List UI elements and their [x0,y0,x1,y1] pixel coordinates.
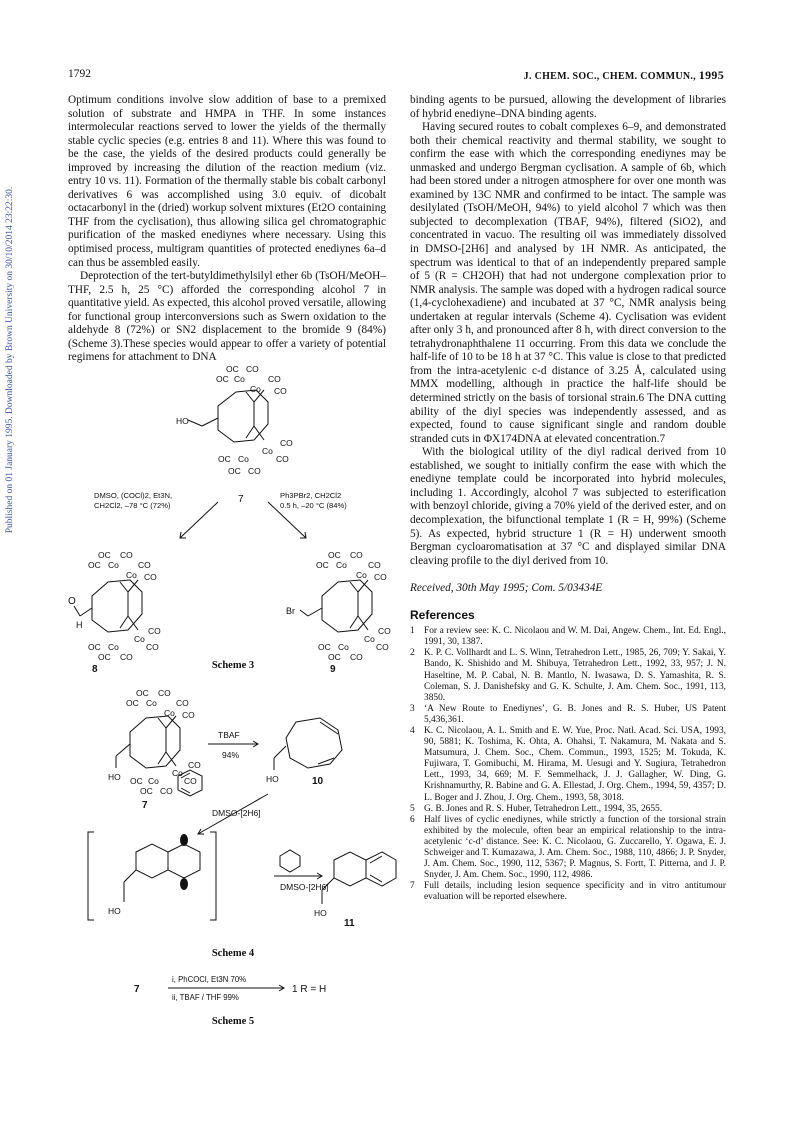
cobalt-label: Co [126,570,137,580]
reference-list [410,626,726,903]
reference-number: 4 [410,725,415,736]
journal-header [524,68,724,83]
ligand-label: OC [328,652,341,662]
ligand-label: OC [130,776,143,786]
scheme-3-caption-row [68,656,398,672]
condition-left-2: CH2Cl2, –78 °C (72%) [94,501,171,510]
ligand-label: CO [148,626,161,636]
reference-text: G. B. Jones and R. S. Huber, Tetrahedron Lett., 1994, 35, 2655. [424,803,663,814]
received-line: Received, 30th May 1995; Com. 5/03434E [410,582,603,595]
ligand-label: OC [228,466,241,476]
reference-text: K. P. C. Vollhardt and L. S. Winn, Tetrahedron Lett., 1985, 26, 709; Y. Sakai, Y. Bando, K. Shishido and M. Shibuya, Tetrahedron Lett., 1992, 33, 957; J. N. Haseltine, M. P. Cabal, N. B. Mantlo, N. Iwasawa, D. S. Yamashita, R. S. Coleman, S. J. Danishefsky and G. K. Schulte, J. Am. Chem. Soc., 1991, 113, 3850. [424,648,726,703]
reference-item [410,726,726,804]
ligand-label: OC [136,688,149,698]
reference-item [410,881,726,903]
ring-8 [92,580,142,632]
reference-number: 3 [410,703,415,714]
arrow-to-8 [180,502,218,538]
ligand-label: CO [176,698,189,708]
ligand-label: CO [276,454,289,464]
step-2-label: ii, TBAF / THF 99% [172,993,239,1002]
reagent-tbaf: TBAF [218,730,240,740]
left-paragraph-2: Deprotection of the tert-butyldimethylsilyl ether 6b (TsOH/MeOH–THF, 2.5 h, 25 °C) afforded the corresponding alcohol 7 in quantitative yield. As expected, this alcohol proved versatile, allowing for functional group interconversions such as Swern oxidation to the aldehyde 8 (72%) or SN2 displacement to the bromide 9 (84%) (Scheme 3).These species would appear to offer a variety of potential regimens for attachment to DNA [68,270,386,364]
hydrogen-label: H [76,620,83,630]
references-heading: References [410,608,475,623]
compound-11-label: 11 [344,918,355,929]
compound-10-label: 10 [312,776,324,787]
ligand-label: CO [120,652,133,662]
condition-right-2: 0.5 h, –20 °C (84%) [280,501,347,510]
compound-7-label: 7 [142,800,148,811]
reference-number: 7 [410,881,415,892]
hydroxyl-label: HO [108,772,121,782]
radical-lobe-top [180,834,188,846]
bromine-label: Br [286,606,295,616]
oxygen-label: O [68,596,76,607]
ligand-label: CO [120,550,133,560]
scheme-3 [68,362,398,674]
ligand-label: OC [88,642,101,652]
right-paragraph-3: With the biological utility of the diyl radical derived from 10 established, we sought to initially confirm the ease with which the enediyne template could be incorporated into hybrid molecules, including 1. Accordingly, alcohol 7 was subjected to esterification with benzoyl chloride, giving a 70% yield of the derived ester, and on decomplexation, the bifunctional template 1 (R = H, 99%) (Scheme 5). As expected, hybrid structure 1 (R = H) underwent smooth Bergman cycloaromatisation at 37 °C and displayed similar DNA cleaving profile to the diyl derived from 10. [410,446,726,567]
cobalt-label: Co [108,560,119,570]
scheme-4-caption: Scheme 4 [211,948,255,959]
reference-item [410,704,726,726]
compound-9-label: 9 [330,664,336,674]
ligand-label: CO [274,386,287,396]
cobalt-label: Co [134,634,145,644]
reference-item [410,815,726,882]
reference-item [410,626,726,648]
ligand-label: OC [88,560,101,570]
solvent-label: DMSO-[2H6] [212,808,261,818]
page-number: 1792 [68,68,91,80]
cobalt-label: Co [234,374,245,384]
ligand-label: CO [188,760,201,770]
reference-number: 6 [410,814,415,825]
ring-10 [286,718,342,768]
ring-9 [322,580,372,632]
cobalt-label: Co [336,560,347,570]
ring-11-a [334,852,366,886]
reference-text: K. C. Nicolaou, A. L. Smith and E. W. Yue, Proc. Natl. Acad. Sci. USA, 1993, 90, 5881; K. Toshima, K. Ohta, A. Ohahsi, T. Nakamura, M. Nakata and S. Matsumura, J. Chem. Soc., Chem. Commun., 1993, 1525; M. Tokuda, K. Fujiwara, T. Gomibuchi, M. Hirama, M. Uesugi and Y. Sugiura, Tetrahedron Lett., 1993, 34, 669; M. F. Semmelhack, J. J. Gallagher, W. Ding, G. Krishnamurthy, R. Babine and G. A. Ellestad, J. Org. Chem., 1994, 59, 4357; D. L. Boger and J. Zhou, J. Org. Chem., 1993, 58, 3018. [424,725,726,803]
ligand-label: CO [374,572,387,582]
cobalt-label: Co [364,634,375,644]
ligand-label: CO [248,466,261,476]
reference-number: 5 [410,803,415,814]
reference-item [410,648,726,703]
reference-text: For a review see: K. C. Nicolaou and W. M. Dai, Angew. Chem., Int. Ed. Engl., 1991, 30, 1387. [424,626,726,648]
condition-left-1: DMSO, (COCl)2, Et3N, [94,491,173,500]
watermark-text: Published on 01 January 1995. Downloaded by Brown University on 30/10/2014 23:22:30. [5,186,15,534]
ligand-label: OC [216,374,229,384]
ligand-label: OC [218,454,231,464]
reference-text: ‘A New Route to Enediynes’, G. B. Jones and R. S. Huber, US Patent 5,436,361. [424,703,726,725]
cobalt-label: Co [338,642,349,652]
hydroxyl-label: HO [176,416,189,426]
cobalt-label: Co [262,446,273,456]
cobalt-label: Co [146,698,157,708]
ligand-label: OC [226,364,239,374]
scheme-3-caption: Scheme 3 [211,660,255,671]
ligand-label: CO [158,688,171,698]
ligand-label: CO [350,550,363,560]
cobalt-label: Co [148,776,159,786]
ligand-label: CO [280,438,293,448]
reference-number: 2 [410,648,415,659]
radical-lobe-bottom [180,878,188,890]
ligand-label: CO [160,786,173,796]
scheme-5 [68,968,398,1038]
ligand-label: OC [328,550,341,560]
journal-name: J. CHEM. SOC., CHEM. COMMUN., [523,71,696,82]
ligand-label: CO [182,710,195,720]
step-1-label: i, PhCOCl, Et3N 70% [172,975,247,984]
diradical-ring-a [136,844,168,878]
reference-number: 1 [410,626,415,637]
cyclohexadiene-reagent-2 [280,850,300,872]
ligand-label: OC [316,560,329,570]
left-paragraph-1: Optimum conditions involve slow addition of base to a premixed solution of substrate and HMPA in THF. In some instances intermolecular reactions served to lower the yields of the thermally stable cyclic species (e.g. entries 8 and 11). Where this was found to be the case, the yields of the desired products could generally be improved by increasing the dilution of the reaction medium (viz. entry 10 vs. 11). Formation of the thermally stable bis cobalt carbonyl derivatives 6 was accomplished using 3.0 equiv. of dicobalt octacarbonyl in the (dried) workup solvent mixtures (Et2O containing THF from the cyclisation), thus allowing silica gel chromatographic purification of the masked enediynes where necessary. Using this optimised process, multigram quantities of protected enediynes 6a–d can thus be assembled easily. [68,94,386,269]
ligand-label: CO [146,642,159,652]
right-paragraph-1: binding agents to be pursued, allowing the development of libraries of hybrid enediyne–DNA binding agents. [410,94,726,120]
ligand-label: CO [376,642,389,652]
hydroxyl-label: HO [108,906,121,916]
ligand-label: CO [144,572,157,582]
scheme-4 [68,684,398,960]
left-column [68,94,386,365]
product-label: 1 R = H [292,984,327,995]
hydroxyl-label: HO [266,774,279,784]
ring-7 [218,390,268,442]
ligand-label: CO [184,776,197,786]
cobalt-label: Co [164,708,175,718]
cobalt-label: Co [238,454,249,464]
ligand-label: CO [378,626,391,636]
diradical-ring-b [168,844,200,878]
cobalt-label: Co [250,384,261,394]
ligand-label: OC [318,642,331,652]
ligand-label: OC [126,698,139,708]
download-watermark [2,60,18,660]
compound-8-label: 8 [92,664,98,674]
ligand-label: CO [350,652,363,662]
ring-7-s4 [130,716,180,768]
right-paragraph-2: Having secured routes to cobalt complexes 6–9, and demonstrated both their chemical reactivity and thermal stability, we sought to confirm the ease with which the corresponding enediynes may be unmasked and undergo Bergman cyclisation. A sample of 6b, which had been stored under a nitrogen atmosphere for over one month was examined by 13C NMR and confirmed to be intact. The sample was desilylated (TsOH/MeOH, 94%) to yield alcohol 7 which was then subjected to decomplexation (TBAF, 94%), filtered (SiO2), and concentrated in vacuo. The resulting oil was immediately dissolved in DMSO-[2H6] and analysed by 1H NMR. As anticipated, the spectrum was identical to that of an independently prepared sample of 5 (R = CH2OH) that had not undergone complexation prior to NMR analysis. The sample was doped with a hydrogen radical source (1,4-cyclohexadiene) and incubated at 37 °C, NMR analysis being undertaken at regular intervals (Scheme 4). Cyclisation was evident after only 3 h, and pronounced after 8 h, with direct conversion to the tetrahydronaphthalene 11 occurring. From this data we conclude the half-life of 10 to be 18 h at 37 °C. This value is close to that predicted from the intra-acetylenic c-d distance of 3.25 Å, calculated using MMX modelling, although in practice the half-life should be determined strictly on the basis of torsional strain.6 The DNA cutting ability of the diyl species was independently assessed, and as expected, found to cause significant single and random double stranded cuts in ΦX174DNA at elevated concentration.7 [410,121,726,445]
hydroxyl-label: HO [314,908,327,918]
cobalt-label: Co [108,642,119,652]
cobalt-label: Co [356,570,367,580]
right-column [410,94,726,903]
reference-item [410,804,726,815]
condition-right-1: Ph3PBr2, CH2Cl2 [280,491,342,500]
ligand-label: CO [246,364,259,374]
compound-7-label: 7 [238,494,244,505]
cobalt-label: Co [172,768,183,778]
ligand-label: CO [138,560,151,570]
yield-label: 94% [222,750,240,760]
ligand-label: OC [98,652,111,662]
ligand-label: CO [368,560,381,570]
reference-text: Full details, including lesion sequence specificity and in vitro antitumour evaluation will be reported elsewhere. [424,881,726,903]
reference-text: Half lives of cyclic enediynes, while strictly a function of the torsional strain exhibited by the molecule, often bear an empirical relationship to the intra-acetylenic ‘c-d’ distance. See: K. C. Nicolaou, G. Zuccarello, Y. Ogawa, E. J. Schweiger and T. Kumazawa, J. Am. Chem. Soc., 1988, 110, 4866; J. P. Snyder, J. Am. Chem. Soc., 1990, 112, 5367; P. Magnus, S. Fortt, T. Pitterna, and J. P. Snyder, J. Am. Chem. Soc., 1990, 112, 4986. [424,814,726,881]
reactant-label: 7 [134,984,140,995]
ligand-label: OC [140,786,153,796]
ligand-label: OC [98,550,111,560]
scheme-5-caption: Scheme 5 [211,1016,255,1027]
ligand-label: CO [268,374,281,384]
solvent-label: DMSO-[2H6] [280,882,329,892]
journal-year: 1995 [698,68,724,82]
